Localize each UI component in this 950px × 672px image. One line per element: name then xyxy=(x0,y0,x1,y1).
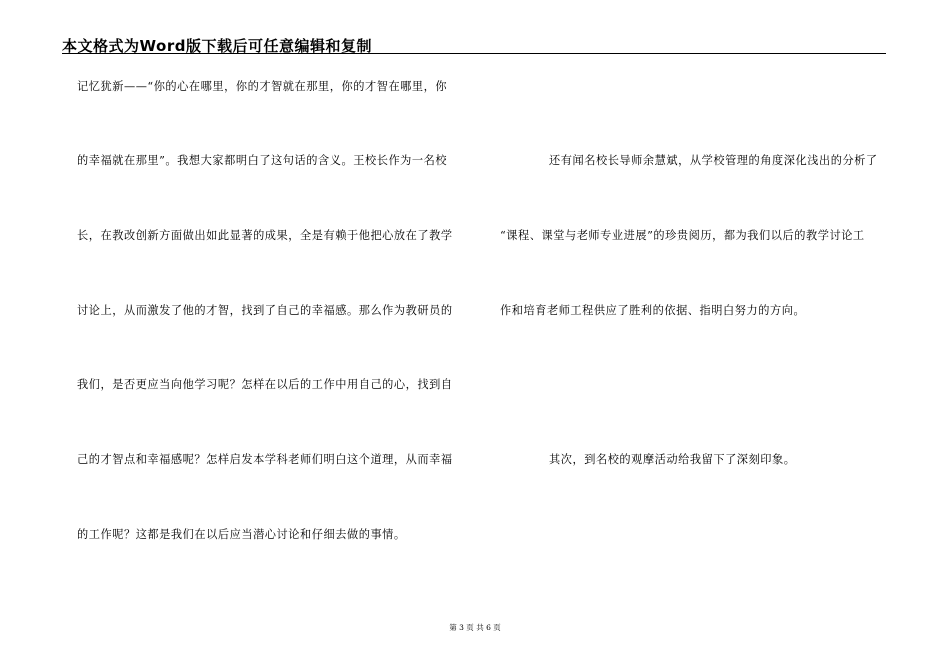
right-line-2: “课程、课堂与老师专业进展”的珍贵阅历，都为我们以后的教学讨论工 xyxy=(500,229,865,242)
left-line-5: 我们，是否更应当向他学习呢？怎样在以后的工作中用自己的心，找到自 xyxy=(77,378,453,391)
left-line-6: 己的才智点和幸福感呢？怎样启发本学科老师们明白这个道理，从而幸福 xyxy=(77,453,453,466)
page-number-footer: 第 3 页 共 6 页 xyxy=(449,623,501,632)
right-line-4: 其次，到名校的观摩活动给我留下了深刻印象。 xyxy=(549,453,796,466)
header-rule xyxy=(62,53,886,54)
right-line-3: 作和培育老师工程供应了胜利的依据、指明白努力的方向。 xyxy=(500,304,806,317)
left-line-1: 记忆犹新——“你的心在哪里，你的才智就在那里，你的才智在哪里，你 xyxy=(77,80,448,93)
left-line-2: 的幸福就在那里”。我想大家都明白了这句话的含义。王校长作为一名校 xyxy=(77,154,448,167)
left-line-7: 的工作呢？这都是我们在以后应当潜心讨论和仔细去做的事情。 xyxy=(77,528,406,541)
document-header: 本文格式为Word版下载后可任意编辑和复制 xyxy=(62,37,372,55)
left-line-4: 讨论上，从而激发了他的才智，找到了自己的幸福感。那么作为教研员的 xyxy=(77,304,453,317)
left-line-3: 长，在教改创新方面做出如此显著的成果，全是有赖于他把心放在了教学 xyxy=(77,229,453,242)
right-line-1: 还有闻名校长导师余慧斌，从学校管理的角度深化浅出的分析了 xyxy=(549,154,878,167)
